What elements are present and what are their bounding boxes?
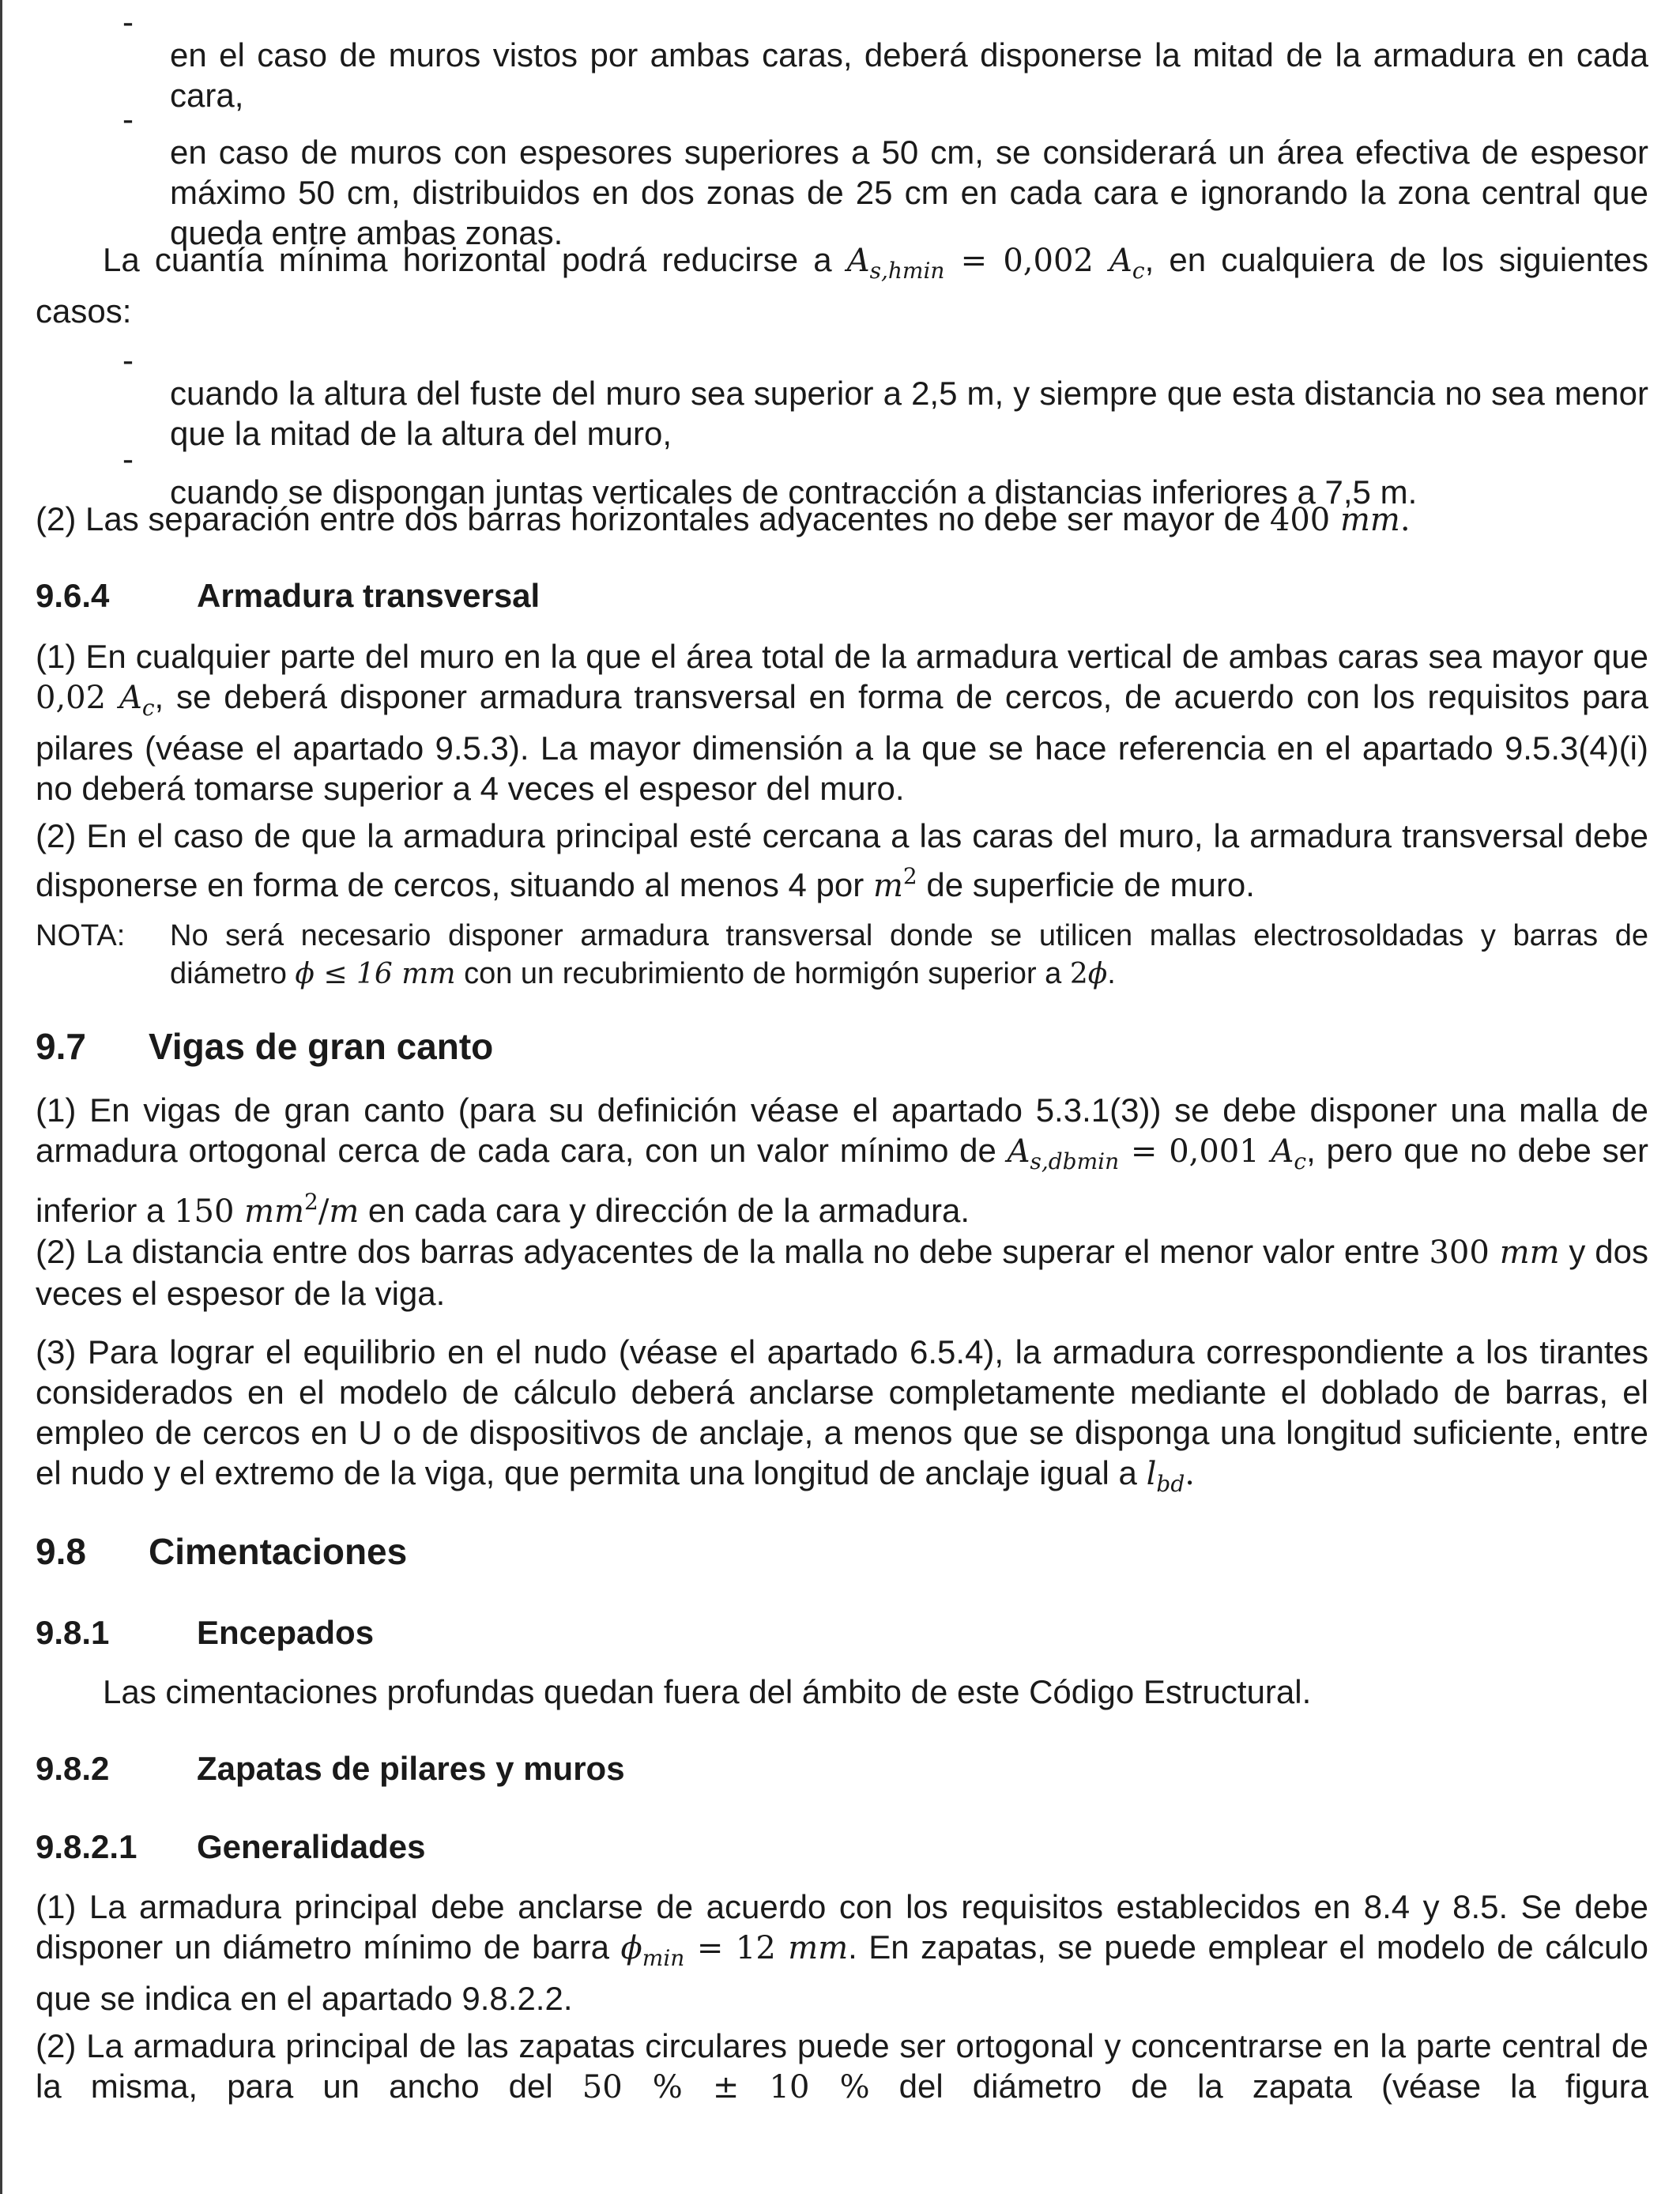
formula (1007, 1133, 1307, 1174)
bullet-dash: - (122, 3, 134, 40)
section-title: Cimentaciones (149, 1531, 408, 1572)
text-run: . En zapatas, se puede emplear el modelo de cálculo que se indica en el apartado 9.8.2.2. (36, 1928, 1648, 2017)
math-op: = 12 (684, 1930, 789, 1966)
paragraph-9-7-3 (36, 1332, 1648, 1504)
math-unit: mm (1339, 502, 1400, 538)
math-sub: min (642, 1945, 685, 1971)
math-var: A (1109, 243, 1132, 279)
math-var: ϕ (1087, 958, 1108, 990)
text-run: , se deberá disponer armadura transversal en forma de cercos, de acuerdo con los requisitos para pilares (véase el apartado 9.5.3). La mayor dimensión a la que se hace referencia en el apartado 9.5.3(4)(i) no deberá tomarse superior a 4 veces el espesor del muro. (36, 678, 1649, 807)
paragraph-cuantia (36, 239, 1648, 331)
section-title: Zapatas de pilares y muros (197, 1750, 625, 1787)
text-run: (3) Para lograr el equilibrio en el nudo (véase el apartado 6.5.4), la armadura correspondiente a los tirantes considerados en el modelo de cálculo deberá anclarse completamente mediante el doblado de barras, el empleo de cercos en U o de dispositivos de anclaje, a menos que se disponga una longitud suficiente, entre el nudo y el extremo de la viga, que permita una longitud de anclaje igual a (36, 1333, 1648, 1491)
paragraph-9-8-1 (36, 1672, 1648, 1712)
formula (295, 958, 455, 990)
section-heading-9-8 (36, 1529, 407, 1574)
text-run: (1) En cualquier parte del muro en la que el área total de la armadura vertical de ambas caras sea mayor que (36, 638, 1648, 675)
text-run: en cada cara y dirección de la armadura. (359, 1192, 970, 1229)
paragraph-9-6-4-1 (36, 636, 1648, 809)
section-number: 9.8.2.1 (36, 1828, 137, 1865)
paragraph-separacion (36, 499, 1648, 541)
math-unit: mm (401, 958, 456, 990)
text-run: de superficie de muro. (917, 866, 1255, 903)
text-run: con un recubrimiento de hormigón superior a (455, 957, 1070, 990)
text-run: (2) La armadura principal de las zapatas circulares puede ser ortogonal y concentrarse en la parte central de la misma, para un ancho del (36, 2027, 1648, 2105)
text-run: del diámetro de la zapata (véase la figura (869, 2068, 1648, 2105)
math-sub: s,dbmin (1030, 1148, 1120, 1174)
math-num: 150 (174, 1193, 245, 1230)
paragraph-9-8-2-1-1 (36, 1887, 1648, 2019)
note (36, 917, 1648, 993)
math-op: = 0,001 (1119, 1133, 1271, 1170)
section-number: 9.7 (36, 1026, 86, 1067)
bullet-text: cuando se dispongan juntas verticales de contracción a distancias inferiores a 7,5 m. (170, 473, 1418, 511)
formula (174, 1189, 360, 1230)
paragraph-9-7-2 (36, 1231, 1648, 1314)
bullet-text: en el caso de muros vistos por ambas caras, deberá disponerse la mitad de la armadura en cada cara, (170, 36, 1648, 114)
section-number: 9.6.4 (36, 577, 110, 614)
text-run: (2) Las separación entre dos barras horizontales adyacentes no debe ser mayor de (36, 500, 1270, 537)
math-sup: 2 (902, 863, 917, 889)
paragraph-9-8-2-1-2 (36, 2026, 1648, 2108)
bullet-text: en caso de muros con espesores superiores a 50 cm, se considerará un área efectiva de espesor máximo 50 cm, distribuidos en dos zonas de 25 cm en cada cara e ignorando la zona central que queda entre ambas zonas. (170, 134, 1648, 251)
math-expr: ϕ ≤ 16 (295, 958, 402, 990)
section-heading-9-8-1 (36, 1612, 374, 1653)
math-unit: mm (244, 1193, 304, 1230)
formula (872, 863, 917, 904)
bullet-dash: - (122, 341, 134, 379)
bullet-text: cuando la altura del fuste del muro sea superior a 2,5 m, y siempre que esta distancia no sea menor que la mitad de la altura del muro, (170, 375, 1648, 452)
math-op: = 0,002 (944, 243, 1110, 279)
formula (1146, 1456, 1195, 1497)
math-num: 2 (1069, 958, 1088, 990)
math-op: / (318, 1193, 330, 1230)
formula: 50 % ± 10 % (582, 2069, 870, 2105)
math-end: . (1185, 1456, 1195, 1492)
note-label: NOTA: (36, 919, 126, 952)
section-heading-9-8-2-1 (36, 1826, 425, 1867)
math-unit: mm (788, 1930, 849, 1966)
math-unit: m (329, 1193, 360, 1230)
math-sup: 2 (304, 1189, 318, 1215)
math-unit: mm (1499, 1235, 1560, 1271)
math-var: l (1146, 1456, 1157, 1492)
math-sub: c (1294, 1148, 1307, 1174)
section-heading-9-6-4 (36, 575, 540, 616)
math-num: 400 (1269, 502, 1340, 538)
math-sub: c (141, 695, 155, 721)
formula (1429, 1235, 1559, 1271)
math-var: m (872, 868, 903, 904)
math-var: A (846, 243, 870, 279)
text-run: La cuantía mínima horizontal podrá reducirse a (103, 241, 847, 278)
text-run: , en cualquiera de los siguientes casos: (36, 241, 1648, 330)
section-title: Vigas de gran canto (149, 1026, 494, 1067)
text-run: (2) La distancia entre dos barras adyacentes de la malla no debe superar el menor valor entre (36, 1233, 1430, 1270)
section-number: 9.8.1 (36, 1614, 110, 1651)
math-var: A (1007, 1133, 1030, 1170)
math-sub: c (1132, 258, 1145, 284)
formula (846, 243, 1145, 284)
section-number: 9.8.2 (36, 1750, 110, 1787)
math-end: . (1399, 502, 1411, 538)
section-heading-9-7 (36, 1024, 493, 1069)
math-var: A (119, 680, 142, 716)
formula (1070, 958, 1107, 990)
formula (36, 680, 155, 721)
math-sub: bd (1156, 1471, 1185, 1497)
section-title: Encepados (197, 1614, 375, 1651)
math-num: 300 (1429, 1235, 1500, 1271)
math-var: ϕ (620, 1930, 642, 1966)
text-run: No será necesario disponer armadura transversal donde se utilicen mallas electrosoldadas y barras de diámetro (170, 919, 1648, 990)
math-var: A (1271, 1133, 1294, 1170)
math-num: 0,02 (36, 680, 119, 716)
paragraph-9-7-1 (36, 1090, 1648, 1232)
text-run: , pero que no debe ser inferior a (36, 1132, 1648, 1229)
bullet-dash: - (122, 100, 134, 138)
paragraph-9-6-4-2 (36, 816, 1648, 907)
section-title: Armadura transversal (197, 577, 541, 614)
text-run: (2) En el caso de que la armadura principal esté cercana a las caras del muro, la armadura transversal debe disponerse en forma de cercos, situando al menos 4 por (36, 817, 1648, 903)
text-run: (1) En vigas de gran canto (para su definición véase el apartado 5.3.1(3)) se debe disponer una malla de armadura ortogonal cerca de cada cara, con un valor mínimo de (36, 1091, 1648, 1169)
text-run: Las cimentaciones profundas quedan fuera del ámbito de este Código Estructural. (103, 1673, 1312, 1710)
formula (620, 1930, 849, 1971)
section-heading-9-8-2 (36, 1748, 625, 1789)
section-title: Generalidades (197, 1828, 426, 1865)
bullet-dash: - (122, 440, 134, 477)
math-sub: s,hmin (869, 258, 945, 284)
text-run: . (1107, 957, 1116, 990)
text-run: y dos veces el espesor de la viga. (36, 1233, 1648, 1312)
section-number: 9.8 (36, 1531, 86, 1572)
formula (1270, 502, 1411, 538)
text-run: (1) La armadura principal debe anclarse de acuerdo con los requisitos establecidos en 8.4 y 8.5. Se debe disponer un diámetro mínimo de barra (36, 1888, 1648, 1966)
